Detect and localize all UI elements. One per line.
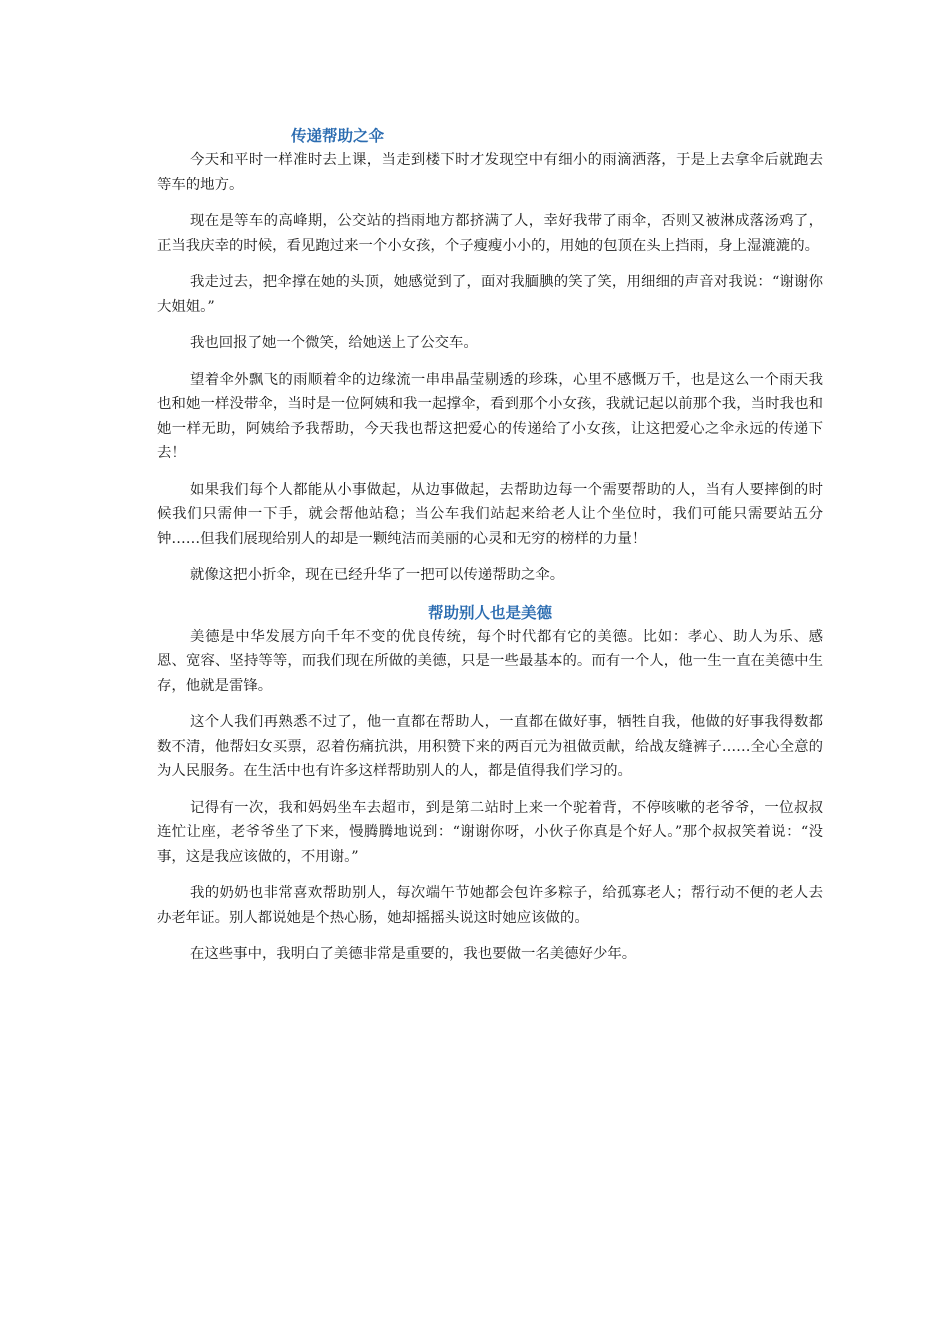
article1-paragraph: 现在是等车的高峰期，公交站的挡雨地方都挤满了人，幸好我带了雨伞，否则又被淋成落汤鸡了，正当我庆幸的时候，看见跑过来一个小女孩，个子瘦瘦小小的，用她的包顶在头上挡雨，身上湿漉漉的。 — [157, 213, 823, 254]
article1-paragraph: 望着伞外飘飞的雨顺着伞的边缘流一串串晶莹剔透的珍珠，心里不感慨万千，也是这么一个雨天我也和她一样没带伞，当时是一位阿姨和我一起撑伞，看到那个小女孩，我就记起以前那个我，当时我也和她一样无助，阿姨给予我帮助，今天我也帮这把爱心的传递给了小女孩，让这把爱心之伞永远的传递下去！ — [157, 371, 823, 461]
document-body — [157, 124, 823, 979]
article2-paragraph: 在这些事中，我明白了美德非常是重要的，我也要做一名美德好少年。 — [190, 946, 637, 962]
article-title-virtue: 帮助别人也是美德 — [427, 603, 552, 622]
article-title-umbrella: 传递帮助之伞 — [291, 127, 385, 145]
article2-paragraph: 美德是中华发展方向千年不变的优良传统，每个时代都有它的美德。比如：孝心、助人为乐、感恩、宽容、坚持等等，而我们现在所做的美德，只是一些最基本的。而有一个人，他一生一直在美德中生存，他就是雷锋。 — [157, 628, 823, 694]
article1-paragraph: 如果我们每个人都能从小事做起，从边事做起，去帮助边每一个需要帮助的人，当有人要摔倒的时候我们只需伸一下手，就会帮他站稳；当公车我们站起来给老人让个坐位时，我们可能只需要站五分钟……但我们展现给别人的却是一颗纯洁而美丽的心灵和无穷的榜样的力量！ — [157, 481, 823, 547]
article2-paragraph: 我的奶奶也非常喜欢帮助别人，每次端午节她都会包许多粽子，给孤寡老人；帮行动不便的老人去办老年证。别人都说她是个热心肠，她却摇摇头说这时她应该做的。 — [157, 885, 823, 926]
article1-paragraph: 我也回报了她一个微笑，给她送上了公交车。 — [190, 335, 478, 351]
article1-paragraph: 我走过去，把伞撑在她的头顶，她感觉到了，面对我腼腆的笑了笑，用细细的声音对我说：“谢谢你大姐姐。” — [157, 274, 823, 315]
article2-paragraph: 记得有一次，我和妈妈坐车去超市，到是第二站时上来一个驼着背，不停咳嗽的老爷爷，一位叔叔连忙让座，老爷爷坐了下来，慢腾腾地说到：“谢谢你呀，小伙子你真是个好人。”那个叔叔笑着说：“没事，这是我应该做的，不用谢。” — [157, 799, 823, 865]
article2-paragraph: 这个人我们再熟悉不过了，他一直都在帮助人，一直都在做好事，牺牲自我，他做的好事我得数都数不清，他帮妇女买票，忍着伤痛抗洪，用积赞下来的两百元为祖做贡献，给战友缝裤子……全心全意的为人民服务。在生活中也有许多这样帮助别人的人，都是值得我们学习的。 — [157, 714, 823, 779]
article1-paragraph: 就像这把小折伞，现在已经升华了一把可以传递帮助之伞。 — [190, 567, 565, 583]
article1-paragraph: 今天和平时一样准时去上课，当走到楼下时才发现空中有细小的雨滴洒落，于是上去拿伞后就跑去等车的地方。 — [157, 152, 823, 193]
